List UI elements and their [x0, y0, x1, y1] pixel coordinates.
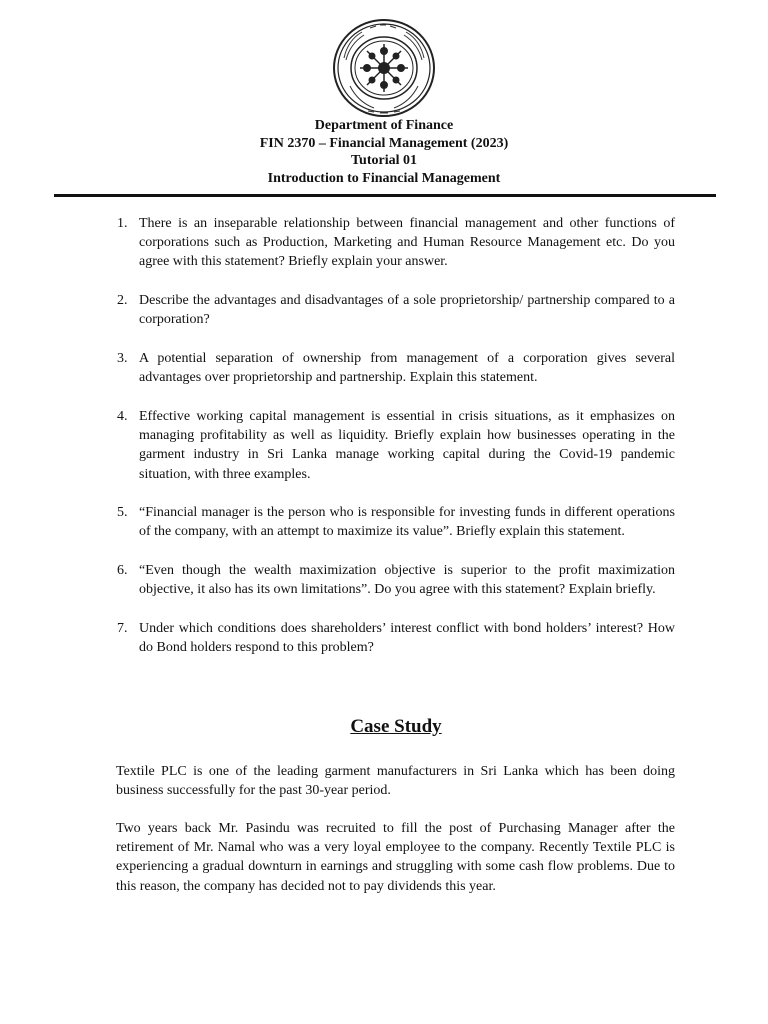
question-item — [108, 503, 675, 541]
question-text: “Even though the wealth maximization objective is superior to the profit maximization objective, it also has its own limitations”. Do you agree with this statement? Explain briefly. — [139, 563, 675, 598]
question-item — [108, 561, 675, 599]
question-text: A potential separation of ownership from management of a corporation gives several advantages over proprietorship and partnership. Explain this statement. — [139, 351, 675, 386]
question-item — [108, 214, 675, 272]
university-seal-logo — [332, 18, 436, 118]
question-item — [108, 349, 675, 387]
course-title: FIN 2370 – Financial Management (2023) — [259, 135, 509, 151]
question-number: 5. — [117, 505, 128, 521]
question-number: 7. — [117, 621, 128, 637]
question-number: 1. — [117, 216, 128, 231]
question-item — [108, 619, 675, 657]
question-text: There is an inseparable relationship between financial management and other functions of corporations such as Production, Marketing and Human Resource Management etc. Do you agree with this statement? Briefly explain your answer. — [139, 216, 675, 270]
tutorial-title: Tutorial 01 — [351, 153, 417, 168]
question-number: 4. — [117, 408, 128, 424]
header-divider — [54, 194, 716, 197]
question-number: 2. — [117, 293, 128, 309]
question-list — [108, 214, 675, 677]
case-study-title: Case Study — [350, 716, 442, 737]
document-header — [0, 117, 768, 187]
case-study-paragraph: Two years back Mr. Pasindu was recruited to fill the post of Purchasing Manager after the retirement of Mr. Namal who was a very loyal employee to the company. Recently Textile PLC is experiencing a gradual downturn in earnings and struggling with some cash flow problems. Due to this reason, the company has decided not to pay dividends this year. — [116, 821, 675, 894]
question-text: Describe the advantages and disadvantages of a sole proprietorship/ partnership compared to a corporation? — [139, 293, 675, 328]
question-text: Effective working capital management is essential in crisis situations, as it emphasizes on managing profitability as well as liquidity. Briefly explain how businesses operating in the garment industry in Sri Lanka manage working capital during the Covid-19 pandemic situation, with three examples. — [139, 408, 675, 482]
department-title: Department of Finance — [314, 118, 454, 133]
case-study-paragraph: Textile PLC is one of the leading garment manufacturers in Sri Lanka which has been doing business successfully for the past 30-year period. — [116, 764, 675, 799]
question-item — [108, 407, 675, 484]
question-item — [108, 291, 675, 329]
question-text: “Financial manager is the person who is responsible for investing funds in different operations of the company, with an attempt to maximize its value”. Briefly explain this statement. — [139, 505, 675, 540]
seal-icon — [332, 18, 436, 118]
question-number: 3. — [117, 351, 128, 367]
topic-title: Introduction to Financial Management — [267, 170, 501, 186]
question-number: 6. — [117, 563, 128, 579]
question-text: Under which conditions does shareholders’ interest conflict with bond holders’ interest? How do Bond holders respond to this problem? — [139, 621, 675, 656]
